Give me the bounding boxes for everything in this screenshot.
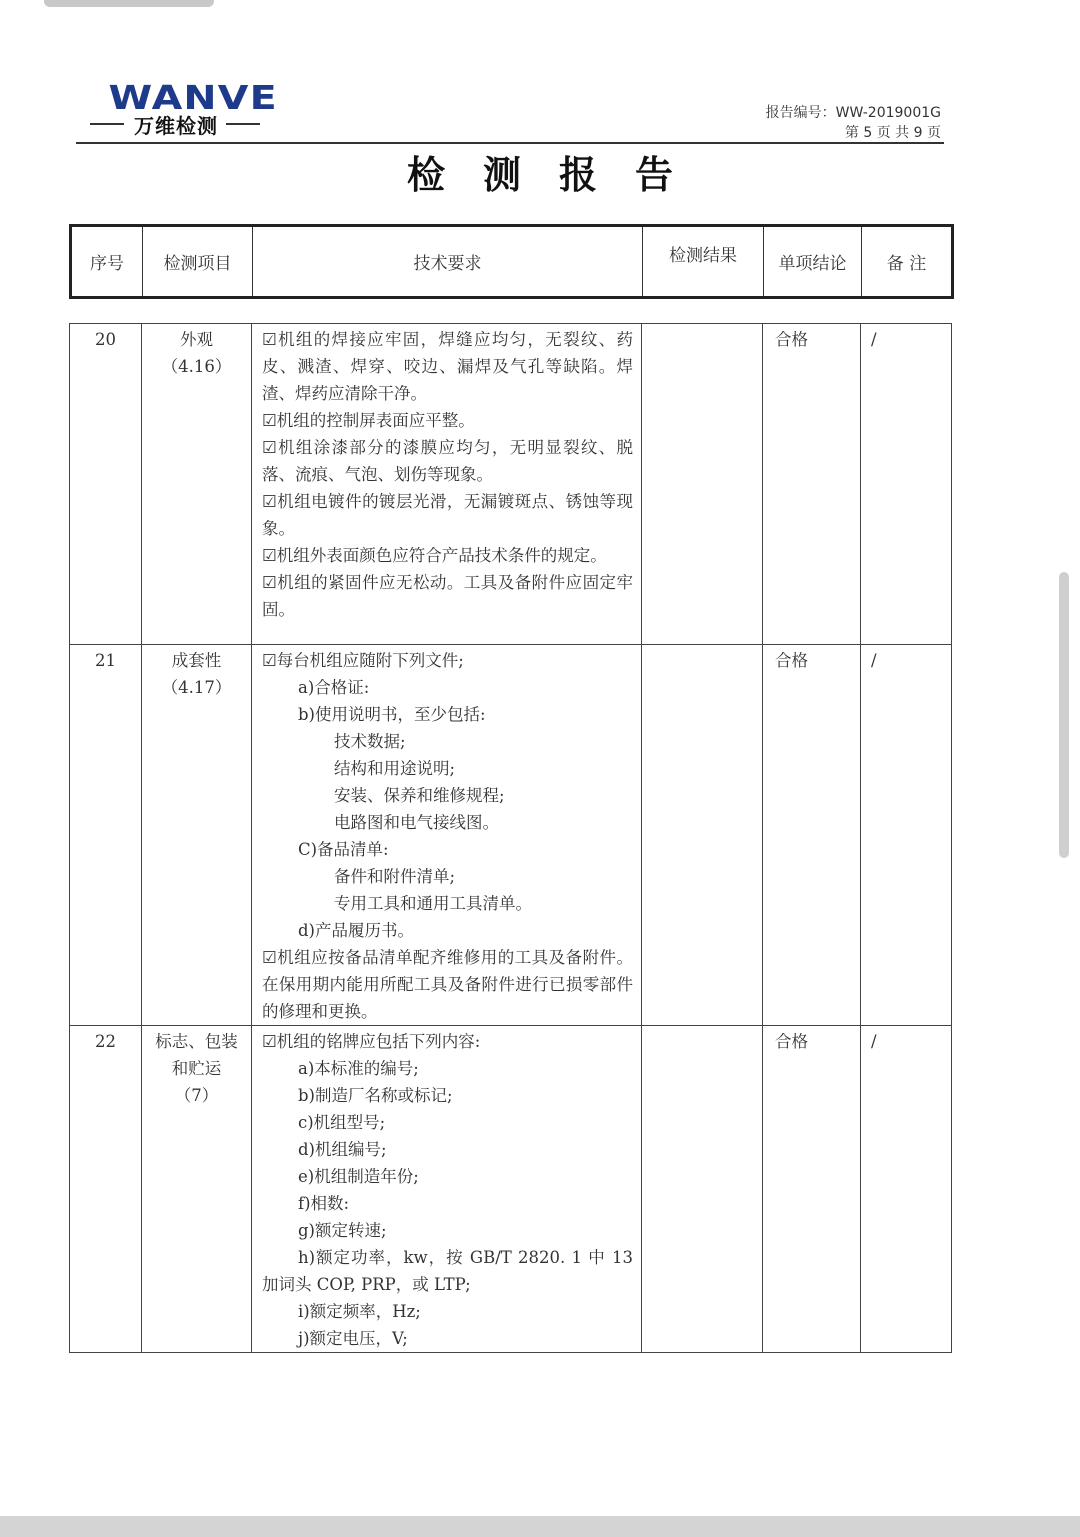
item-remark: / bbox=[861, 324, 952, 645]
requirement-line: ☑机组电镀件的镀层光滑，无漏镀斑点、锈蚀等现象。 bbox=[262, 492, 633, 538]
row-number: 21 bbox=[70, 645, 142, 1026]
document-title: 检测报告 bbox=[406, 152, 711, 197]
inspection-item bbox=[142, 324, 252, 645]
row-number: 20 bbox=[70, 324, 142, 645]
test-result bbox=[642, 1026, 763, 1353]
requirement-line: h)额定功率，kw，按 GB/T 2820. 1 中 13 加词头 COP, PRP，或 LTP; bbox=[262, 1248, 633, 1294]
inspection-table bbox=[69, 323, 952, 1353]
requirement-line: ☑机组涂漆部分的漆膜应均匀，无明显裂纹、脱落、流痕、气泡、划伤等现象。 bbox=[262, 438, 633, 484]
item-remark: / bbox=[861, 645, 952, 1026]
page-number: 第 5 页 共 9 页 bbox=[844, 125, 941, 141]
technical-requirement bbox=[252, 1026, 642, 1353]
inspection-item bbox=[142, 645, 252, 1026]
test-result bbox=[642, 324, 763, 645]
requirement-line: 结构和用途说明; bbox=[334, 759, 456, 778]
requirement-line: ☑机组的焊接应牢固，焊缝应均匀，无裂纹、药皮、溅渣、焊穿、咬边、漏焊及气孔等缺陷。焊渣、焊药应清除干净。 bbox=[262, 330, 633, 403]
item-conclusion: 合格 bbox=[763, 645, 861, 1026]
item-clause: （4.16） bbox=[161, 357, 232, 376]
requirement-line: ☑每台机组应随附下列文件; bbox=[262, 651, 464, 670]
requirement-line: ☑机组的紧固件应无松动。工具及备附件应固定牢固。 bbox=[262, 573, 633, 619]
col-header-conclusion: 单项结论 bbox=[764, 226, 862, 298]
col-header-remark: 备 注 bbox=[862, 226, 953, 298]
requirement-line: 安装、保养和维修规程; bbox=[334, 786, 505, 805]
requirement-line: d)产品履历书。 bbox=[298, 921, 414, 940]
requirement-line: 技术数据; bbox=[334, 732, 406, 751]
requirement-line: d)机组编号; bbox=[298, 1140, 387, 1159]
requirement-line: a)合格证: bbox=[298, 678, 370, 697]
requirement-line: C)备品清单: bbox=[298, 840, 389, 859]
technical-requirement bbox=[252, 645, 642, 1026]
row-number: 22 bbox=[70, 1026, 142, 1353]
logo-subtitle: 万维检测 bbox=[134, 114, 218, 138]
inspection-item bbox=[142, 1026, 252, 1353]
requirement-line: c)机组型号; bbox=[298, 1113, 386, 1132]
requirement-line: g)额定转速; bbox=[298, 1221, 387, 1240]
item-name: 成套性 bbox=[171, 651, 222, 670]
requirement-line: 专用工具和通用工具清单。 bbox=[334, 894, 532, 913]
requirement-line: i)额定频率，Hz; bbox=[298, 1302, 421, 1321]
requirement-line: b)制造厂名称或标记; bbox=[298, 1086, 453, 1105]
table-row bbox=[70, 1026, 952, 1353]
requirement-line: ☑机组应按备品清单配齐维修用的工具及备附件。在保用期内能用所配工具及备附件进行已损零部件的修理和更换。 bbox=[262, 948, 633, 1021]
requirement-line: 电路图和电气接线图。 bbox=[334, 813, 499, 832]
table-row bbox=[70, 324, 952, 645]
column-header-table bbox=[69, 224, 954, 299]
requirement-line: a)本标准的编号; bbox=[298, 1059, 419, 1078]
requirement-line: ☑机组的铭牌应包括下列内容: bbox=[262, 1032, 481, 1051]
item-clause: （7） bbox=[174, 1086, 219, 1105]
col-header-requirement: 技术要求 bbox=[253, 226, 643, 298]
table-row bbox=[70, 645, 952, 1026]
col-header-no: 序号 bbox=[71, 226, 143, 298]
logo-wordmark: WANVE bbox=[108, 78, 278, 117]
item-clause: （4.17） bbox=[161, 678, 232, 697]
vertical-scrollbar[interactable] bbox=[1059, 572, 1069, 858]
requirement-line: ☑机组外表面颜色应符合产品技术条件的规定。 bbox=[262, 546, 607, 565]
requirement-line: j)额定电压，V; bbox=[298, 1329, 408, 1348]
requirement-line: ☑机组的控制屏表面应平整。 bbox=[262, 411, 475, 430]
col-header-item: 检测项目 bbox=[143, 226, 253, 298]
report-number: 报告编号：WW-2019001G bbox=[765, 105, 941, 121]
requirement-line: b)使用说明书，至少包括: bbox=[298, 705, 486, 724]
requirement-line: 备件和附件清单; bbox=[334, 867, 456, 886]
top-scroll-indicator bbox=[44, 0, 214, 7]
requirement-line: e)机组制造年份; bbox=[298, 1167, 419, 1186]
item-name: 外观 bbox=[180, 330, 213, 349]
item-name: 标志、包装和贮运 bbox=[155, 1032, 238, 1078]
logo-line-right bbox=[226, 123, 260, 125]
bottom-bar bbox=[0, 1516, 1080, 1537]
test-result bbox=[642, 645, 763, 1026]
logo-line-left bbox=[90, 123, 124, 125]
technical-requirement bbox=[252, 324, 642, 645]
item-conclusion: 合格 bbox=[763, 1026, 861, 1353]
requirement-line: f)相数: bbox=[298, 1194, 350, 1213]
item-conclusion: 合格 bbox=[763, 324, 861, 645]
col-header-result: 检测结果 bbox=[643, 226, 764, 298]
item-remark: / bbox=[861, 1026, 952, 1353]
